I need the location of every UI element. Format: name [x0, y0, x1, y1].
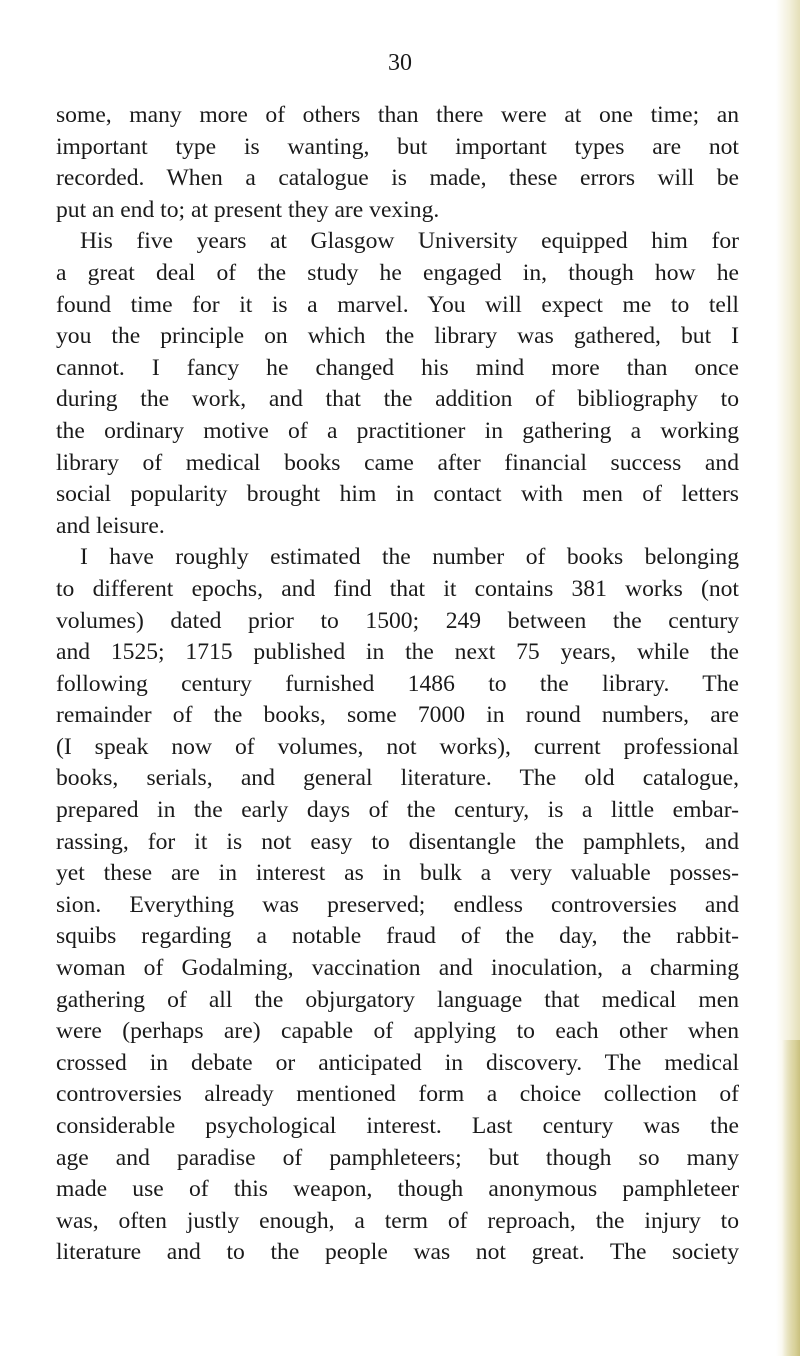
text-line: library of medical books came after financial success and [56, 449, 739, 476]
text-line: you the principle on which the library was gathered, but I [56, 323, 739, 350]
text-line: remainder of the books, some 7000 in round numbers, are [56, 702, 739, 729]
body-text [56, 100, 739, 1269]
text-line: rassing, for it is not easy to disentangle the pamphlets, and [56, 828, 739, 855]
page-number: 30 [388, 50, 412, 76]
text-line: crossed in debate or anticipated in discovery. The medical [56, 1049, 739, 1076]
text-line: squibs regarding a notable fraud of the day, the rabbit- [56, 923, 739, 950]
text-line: and leisure. [56, 512, 165, 539]
text-line: books, serials, and general literature. The old catalogue, [56, 765, 739, 792]
text-line: gathering of all the objurgatory language that medical men [56, 986, 739, 1013]
text-line: put an end to; at present they are vexing. [56, 196, 440, 223]
text-line: yet these are in interest as in bulk a very valuable posses- [56, 860, 739, 887]
text-line: age and paradise of pamphleteers; but though so many [56, 1144, 739, 1171]
text-line: found time for it is a marvel. You will expect me to tell [56, 291, 739, 318]
text-line: during the work, and that the addition of bibliography to [56, 386, 739, 413]
text-line: woman of Godalming, vaccination and inoculation, a charming [56, 955, 739, 982]
text-line: the ordinary motive of a practitioner in gathering a working [56, 417, 739, 444]
text-line: a great deal of the study he engaged in, though how he [56, 259, 739, 286]
text-line: some, many more of others than there were at one time; an [56, 102, 739, 128]
text-line: and 1525; 1715 published in the next 75 years, while the [56, 639, 739, 666]
text-line: social popularity brought him in contact with men of letters [56, 481, 739, 508]
text-line: sion. Everything was preserved; endless controversies and [56, 891, 739, 918]
text-line: recorded. When a catalogue is made, these errors will be [56, 165, 739, 192]
text-line: considerable psychological interest. Last century was the [56, 1113, 739, 1139]
page-edge-shading-lower [782, 1040, 800, 1356]
text-line: following century furnished 1486 to the library. The [56, 670, 739, 697]
text-line: literature and to the people was not great. The society [56, 1239, 739, 1266]
text-line: prepared in the early days of the century, is a little embar- [56, 797, 739, 824]
text-line: volumes) dated prior to 1500; 249 between the century [56, 607, 739, 634]
text-line: were (perhaps are) capable of applying to each other when [56, 1018, 739, 1045]
text-line: controversies already mentioned form a choice collection of [56, 1081, 739, 1108]
text-line: I have roughly estimated the number of books belonging [80, 544, 739, 571]
text-line: made use of this weapon, though anonymous pamphleteer [56, 1176, 739, 1203]
text-line: His five years at Glasgow University equipped him for [80, 228, 739, 255]
text-line: important type is wanting, but important types are not [56, 133, 739, 160]
text-line: was, often justly enough, a term of reproach, the injury to [56, 1207, 739, 1234]
text-line: to different epochs, and find that it contains 381 works (not [56, 575, 739, 602]
text-line: cannot. I fancy he changed his mind more than once [56, 354, 739, 381]
text-line: (I speak now of volumes, not works), current professional [56, 733, 739, 760]
